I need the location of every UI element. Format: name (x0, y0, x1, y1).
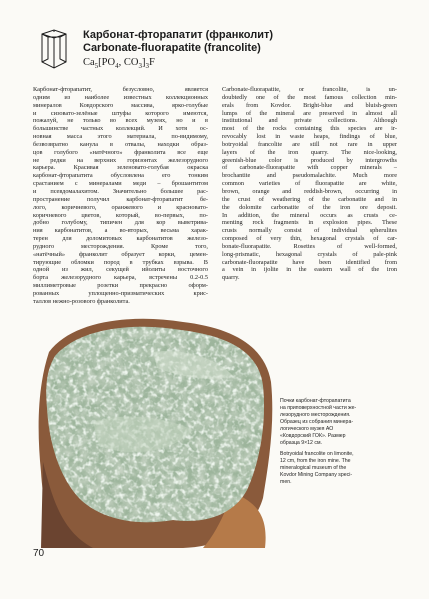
hexagonal-crystal-icon (34, 28, 74, 70)
text-line: безвозвратно канула в отвалы, находки образ- (33, 140, 208, 148)
formula-part: 3 (138, 62, 142, 71)
text-line: большинстве частных коллекций. И хотя ос- (33, 125, 208, 133)
text-line: карьера. Красивая зеленовато-голубая окраска (33, 164, 208, 172)
text-line: одним из наиболее известных коллекционных (33, 93, 208, 101)
text-line: In addition, the mineral occurs as crusts ce- (222, 211, 397, 219)
formula-part: F (148, 57, 155, 68)
text-line: lumps of the mineral are preserved in almost all (222, 109, 397, 117)
text-line: Карбонат-фторапатит, безусловно, является (33, 86, 208, 93)
text-line: composed of very thin, hexagonal crystals of car- (222, 235, 397, 243)
text-line: greenish-blue color is produced by intergrowths (222, 156, 397, 164)
text-line: на приповерхностной части же- (280, 405, 357, 411)
text-line: common varieties of fluorapatite are white, (222, 180, 397, 188)
formula-part: Ca (83, 57, 95, 68)
text-line: a vein in ijolite in the eastern wall of the iron (222, 266, 397, 274)
text-line: most of the rocks containing this species are ir- (222, 125, 397, 133)
text-line: цов голубого «натёчного» франколита все еще (33, 148, 208, 156)
body-text-en (222, 86, 397, 282)
photo-caption (280, 398, 390, 486)
formula-part: [PO (98, 57, 116, 68)
text-line: терен для доломитовых карбонатитов железо- (33, 235, 208, 243)
formula-part: ] (141, 57, 146, 68)
text-line: crusts normally consist of individual spherulites (222, 227, 397, 235)
chemical-formula (83, 56, 273, 73)
text-line: mineralogical museum of the (280, 465, 347, 471)
formula-part: 4 (115, 62, 119, 71)
text-line: таллов нежно-розового франколита. (33, 297, 130, 305)
text-line: миллиметровые розетки прекрасно оформ- (33, 282, 208, 290)
text-line: botryoidal francolite are still not rare in upper (222, 140, 397, 148)
text-line: of carbonate-fluorapatite with copper minerals – (222, 164, 397, 172)
text-line: men. (280, 479, 292, 485)
caption-ru (280, 398, 390, 447)
text-line: не редки на верхних горизонтах железорудного (33, 156, 208, 164)
text-line: рудного месторождения. Кроме того, (33, 242, 208, 250)
text-line: revocably lost in waste heaps, findings of blue, (222, 133, 397, 141)
text-line: 12 cm, from the iron mine. The (280, 458, 351, 464)
text-line: пожалуй, не только во всех музеях, но и в (33, 117, 208, 125)
text-line: quarry. (222, 274, 240, 282)
text-line: и псевдомалахитом. Значительно большее рас- (33, 187, 208, 195)
text-line: карбонат-фторапатита обусловлена его тонким (33, 172, 208, 180)
formula-part: 5 (94, 62, 99, 71)
page-number: 70 (33, 548, 45, 559)
text-line: лого, коричневого, оранжевого и красновато- (33, 203, 208, 211)
formula-part: , CO (118, 57, 139, 68)
text-line: «натёчный» франколит образует корки, цемен- (33, 250, 208, 258)
text-line: одной из жил, секущей ийолиты восточного (33, 266, 208, 274)
text-line: erals from Kovdor. Bright-blue and bluish-green (222, 101, 397, 109)
text-line: добно голубому, типичен для кор выветрива- (33, 219, 208, 227)
text-line: новная масса этого материала, по-видимому, (33, 133, 208, 141)
text-line: Образец из собрания минера- (280, 419, 354, 425)
text-line: the dolomite carbonatite of the iron ore deposit. (222, 203, 397, 211)
text-line: срастанием с минералами меди – брошантитом (33, 180, 208, 188)
text-line: коричневого цветов, который, во-первых, по- (33, 211, 208, 219)
text-line: carbonate-fluorapatite have been identified from (222, 258, 397, 266)
title-ru: Карбонат-фторапатит (франколит) (83, 29, 274, 41)
text-line: минералов Ковдорского массива, ярко-голубые (33, 101, 208, 109)
text-line: и сизовато-зелёные штуфы которого имеются, (33, 109, 208, 117)
text-line: layers of the iron quarry. The nice-looking, (222, 148, 397, 156)
text-line: рованных уплощенно-призматических крис- (33, 289, 208, 297)
text-line: пространение получил карбонат-фторапатит бе- (33, 195, 208, 203)
caption-en (280, 451, 390, 486)
text-line: логического музея АО (280, 426, 334, 432)
formula-part: 3 (145, 62, 149, 71)
text-line: Carbonate-fluorapatite, or francolite, is un- (222, 86, 397, 93)
text-line: ния карбонатитов, а во-вторых, весьма харак- (33, 227, 208, 235)
article-header (34, 28, 404, 70)
text-line: образца 9×12 см. (280, 440, 322, 446)
text-line: борта железорудного карьера, встречены 0.2-0.5 (33, 274, 208, 282)
text-line: «Ковдорский ГОК». Размер (280, 433, 346, 439)
text-line: the crust of weathering of the carbonatite and in (222, 195, 397, 203)
text-line: Botryoidal francolite on limonite, (280, 451, 354, 457)
text-line: лезорудного месторождения. (280, 412, 351, 418)
text-line: bonate-fluorapatite. Rosettes of well-formed, (222, 242, 397, 250)
text-line: Kovdor Mining Company speci- (280, 472, 353, 478)
text-line: brochantite and pseudomalachite. Much more (222, 172, 397, 180)
body-text-ru (33, 86, 208, 306)
text-line: brown, orange and reddish-brown, occurring in (222, 187, 397, 195)
text-line: institutional and private collections. Although (222, 117, 397, 125)
text-line: menting rock fragments in explosion pipes. These (222, 219, 397, 227)
text-line: Почки карбонат-фторапатита (280, 398, 351, 404)
text-line: doubtedly one of the most famous collection min- (222, 93, 397, 101)
title-en: Carbonate-fluorapatite (francolite) (83, 42, 261, 54)
title-block (83, 29, 273, 73)
mineral-photo (33, 312, 275, 548)
text-line: тирующие обломки пород в трубках взрыва. В (33, 258, 208, 266)
text-line: long-prismatic, hexagonal crystals of pale-pink (222, 250, 397, 258)
